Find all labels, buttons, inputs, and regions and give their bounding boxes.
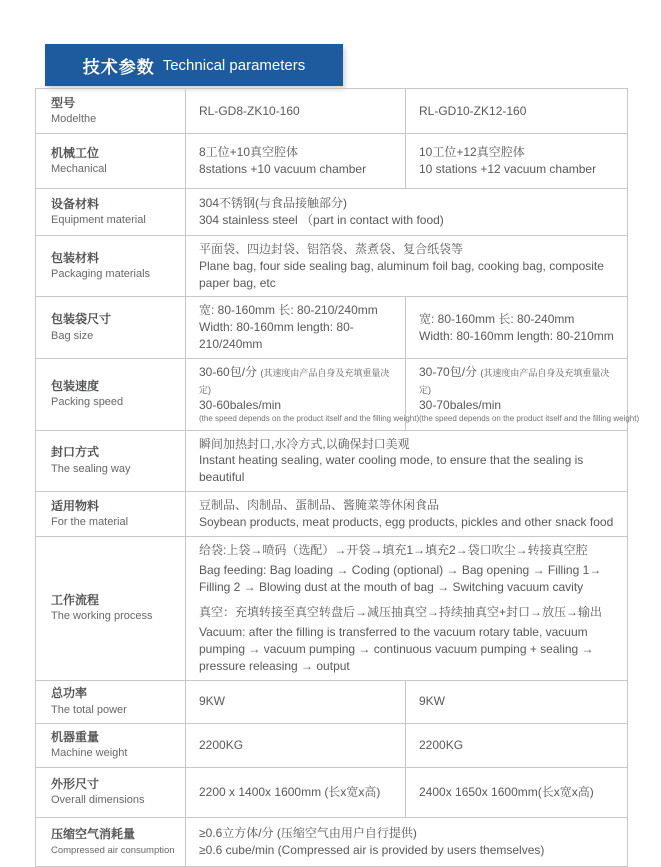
- row-label-cn: 设备材料: [51, 196, 100, 211]
- row-label-en: Packing speed: [51, 396, 124, 409]
- packing-speed-2-en: 30-70bales/min: [419, 398, 502, 413]
- overall-dimensions-value-2: 2400x 1650x 1600mm(长x宽x高): [406, 767, 628, 817]
- row-label-cn: 机器重量: [51, 729, 100, 744]
- row-label-en: For the material: [51, 516, 129, 529]
- bag-size-value-1-en: Width: 80-160mm length: 80-210/240mm: [199, 320, 354, 351]
- equipment-material-en: 304 stainless steel （part in contact with food): [199, 213, 444, 227]
- packing-speed-2-main: 30-70包/分: [419, 364, 478, 379]
- packing-speed-2-line1: [419, 364, 619, 398]
- bag-size-value-1: [186, 297, 406, 358]
- model-value-1: RL-GD8-ZK10-160: [186, 89, 406, 134]
- section-title-banner: [45, 44, 343, 86]
- compressed-air-value: [186, 817, 628, 866]
- working-process-bag-cn: 给袋:上袋→喷码（选配）→开袋→填充1→填充2→袋口吹尘→转接真空腔: [199, 542, 588, 557]
- row-label-bag-size: [36, 297, 186, 358]
- row-label-cn: 型号: [51, 95, 76, 110]
- packing-speed-value-1: [186, 358, 420, 430]
- compressed-air-cn: ≥0.6立方体/分 (压缩空气由用户自行提供): [199, 825, 417, 840]
- section-title-en: Technical parameters: [162, 56, 306, 74]
- packing-speed-value-2: [406, 358, 640, 430]
- row-label-en: The total power: [51, 703, 127, 716]
- sealing-way-cn: 瞬间加热封口,水冷方式,以确保封口美观: [199, 436, 410, 451]
- row-label-en: Packaging materials: [51, 268, 151, 281]
- row-label-cn: 机械工位: [51, 145, 100, 160]
- row-label-en: The sealing way: [51, 462, 131, 475]
- table-row-compressed-air: [36, 817, 628, 866]
- stations-value-1-en: 8stations +10 vacuum chamber: [199, 162, 367, 176]
- table-row-sealing-way: [36, 430, 628, 491]
- row-label-sealing-way: [36, 430, 186, 491]
- packing-speed-1-main: 30-60包/分: [199, 364, 258, 379]
- row-label-packing-speed: [36, 358, 186, 430]
- working-process-bag-feeding: [199, 542, 619, 595]
- section-title-cn: 技术参数: [82, 57, 155, 77]
- row-label-cn: 总功率: [51, 686, 88, 701]
- stations-value-2: [406, 134, 628, 189]
- equipment-material-cn: 304不锈钢(与食品接触部分): [199, 196, 348, 211]
- bag-size-value-2-cn: 宽: 80-160mm 长: 80-240mm: [419, 311, 575, 326]
- row-label-en: Bag size: [51, 329, 94, 342]
- row-label-en: Equipment material: [51, 214, 146, 227]
- machine-weight-value-2: 2200KG: [406, 723, 628, 767]
- table-row-packing-speed: [36, 358, 628, 430]
- row-label-cn: 包装材料: [51, 250, 100, 265]
- bag-size-value-2-en: Width: 80-160mm length: 80-210mm: [419, 328, 614, 343]
- bag-size-value-2: [406, 297, 628, 358]
- machine-weight-value-1: 2200KG: [186, 723, 406, 767]
- for-the-material-en: Soybean products, meat products, egg products, pickles and other snack food: [199, 514, 614, 529]
- row-label-cn: 压缩空气消耗量: [51, 827, 136, 842]
- row-label-cn: 适用物料: [51, 498, 100, 513]
- row-label-en: The working process: [51, 610, 153, 623]
- for-the-material-value: [186, 491, 628, 536]
- packaging-materials-en: Plane bag, four side sealing bag, aluminum foil bag, cooking bag, composite paper bag, etc: [199, 258, 604, 290]
- row-label-stations: [36, 134, 186, 189]
- table-row-packaging-materials: [36, 236, 628, 297]
- row-label-en: Machine weight: [51, 747, 128, 760]
- table-row-working-process: [36, 536, 628, 680]
- table-row-model: [36, 89, 628, 134]
- row-label-machine-weight: [36, 723, 186, 767]
- packing-speed-2-note-cn: (其速度由产品自身及充填重量决定): [419, 367, 610, 395]
- working-process-bag-en: Bag feeding: Bag loading → Coding (optional) → Bag opening → Filling 1→ Filling 2 → Blowing dust at the mouth of bag → Switching vacuum cavity: [199, 562, 602, 594]
- row-label-cn: 包装袋尺寸: [51, 312, 112, 327]
- row-label-cn: 包装速度: [51, 378, 100, 393]
- packaging-materials-cn: 平面袋、四边封袋、铝箔袋、蒸煮袋、复合纸袋等: [199, 242, 464, 256]
- row-label-cn: 封口方式: [51, 445, 100, 460]
- table-row-equipment-material: [36, 189, 628, 236]
- row-label-total-power: [36, 680, 186, 723]
- row-label-en: Modelthe: [51, 113, 97, 126]
- packing-speed-1-note-cn: (其速度由产品自身及充填重量决定): [199, 367, 390, 395]
- technical-parameters-table: [35, 88, 640, 867]
- bag-size-value-1-cn: 宽: 80-160mm 长: 80-210/240mm: [199, 303, 378, 318]
- row-label-en: Mechanical: [51, 163, 107, 176]
- packing-speed-1-en: 30-60bales/min: [199, 398, 282, 413]
- total-power-value-2: 9KW: [406, 680, 628, 723]
- packing-speed-1-note-en: (the speed depends on the product itself and the filling weight): [199, 414, 420, 424]
- sealing-way-value: [186, 430, 628, 491]
- row-label-overall-dimensions: [36, 767, 186, 817]
- stations-value-2-cn: 10工位+12真空腔体: [419, 145, 525, 160]
- stations-value-1: [186, 134, 406, 189]
- table-row-machine-weight: [36, 723, 628, 767]
- packing-speed-2-note-en: (the speed depends on the product itself and the filling weight): [419, 414, 640, 424]
- row-label-compressed-air: [36, 817, 186, 866]
- equipment-material-value: [186, 189, 628, 236]
- table-row-bag-size: [36, 297, 628, 358]
- table-row-for-the-material: [36, 491, 628, 536]
- total-power-value-1: 9KW: [186, 680, 406, 723]
- row-label-en: Overall dimensions: [51, 794, 145, 807]
- working-process-vacuum-en: Vacuum: after the filling is transferred to the vacuum rotary table, vacuum pumping → vacuum pumping → continuous vacuum pumping + sealing → pressure releasing → output: [199, 625, 594, 673]
- stations-value-1-cn: 8工位+10真空腔体: [199, 145, 299, 160]
- packaging-materials-value: [186, 236, 628, 297]
- working-process-vacuum: [199, 604, 619, 674]
- row-label-working-process: [36, 536, 186, 680]
- row-label-en: Compressed air consumption: [51, 844, 175, 856]
- packing-speed-1-line1: [199, 364, 397, 398]
- row-label-equipment-material: [36, 189, 186, 236]
- model-value-2: RL-GD10-ZK12-160: [406, 89, 628, 134]
- row-label-cn: 工作流程: [51, 592, 100, 607]
- table-row-overall-dimensions: [36, 767, 628, 817]
- table-row-stations: [36, 134, 628, 189]
- working-process-value: [186, 536, 628, 680]
- table-row-total-power: [36, 680, 628, 723]
- working-process-vacuum-cn: 真空：充填转接至真空转盘后→减压抽真空→持续抽真空+封口→放压→输出: [199, 605, 603, 620]
- row-label-model: [36, 89, 186, 134]
- stations-value-2-en: 10 stations +12 vacuum chamber: [419, 162, 597, 176]
- row-label-packaging-materials: [36, 236, 186, 297]
- for-the-material-cn: 豆制品、肉制品、蛋制品、酱腌菜等休闲食品: [199, 498, 440, 513]
- overall-dimensions-value-1: 2200 x 1400x 1600mm (长x宽x高): [186, 767, 406, 817]
- sealing-way-en: Instant heating sealing, water cooling mode, to ensure that the sealing is beautiful: [199, 453, 584, 485]
- compressed-air-en: ≥0.6 cube/min (Compressed air is provided by users themselves): [199, 842, 545, 857]
- row-label-for-the-material: [36, 491, 186, 536]
- row-label-cn: 外形尺寸: [51, 776, 100, 791]
